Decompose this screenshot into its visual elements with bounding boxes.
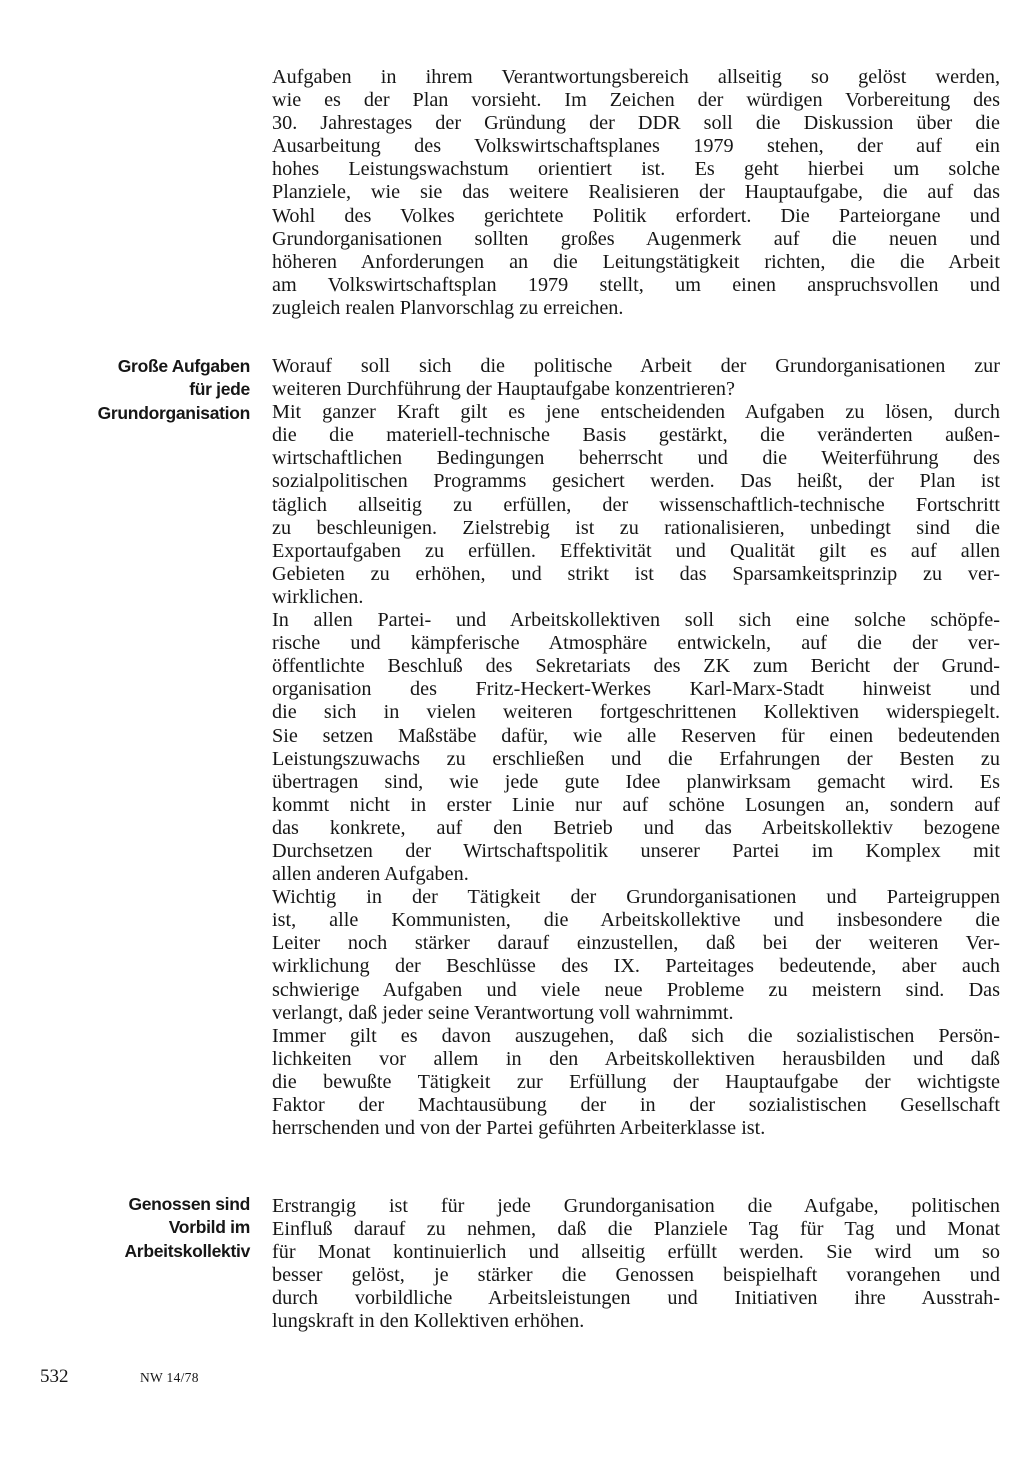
text-line: höheren Anforderungen an die Leitungstätigkeit richten, die die Arbeit: [272, 250, 1000, 273]
text-line: Erstrangig ist für jede Grundorganisation die Aufgabe, politischen: [272, 1195, 1000, 1217]
text-line: durch vorbildliche Arbeitsleistungen und Initiativen ihre Ausstrah-: [272, 1287, 1000, 1310]
text-line: organisation des Fritz-Heckert-Werkes Karl-Marx-Stadt hinweist und: [272, 678, 1000, 701]
text-line: 30. Jahrestages der Gründung der DDR soll die Diskussion über die: [272, 112, 1000, 135]
text-line: ist, alle Kommunisten, die Arbeitskollektive und insbesondere die: [272, 909, 1000, 932]
section-grosse-aufgaben: [272, 355, 1000, 1140]
text-line: am Volkswirtschaftsplan 1979 stellt, um einen anspruchsvollen und: [272, 273, 1000, 296]
text-line: Mit ganzer Kraft gilt es jene entscheidenden Aufgaben zu lösen, durch: [272, 401, 1000, 424]
text-line: für Monat kontinuierlich und allseitig erfüllt werden. Sie wird um so: [272, 1241, 1000, 1264]
page-number: 532: [40, 1366, 69, 1387]
paragraph: [272, 1195, 1000, 1334]
text-line: Einfluß darauf zu nehmen, daß die Planziele Tag für Tag und Monat: [272, 1218, 1000, 1241]
paragraph: [272, 1025, 1000, 1140]
heading-line: Genossen sind: [128, 1194, 250, 1214]
text-line: Exportaufgaben zu erfüllen. Effektivität und Qualität gilt es auf allen: [272, 539, 1000, 562]
text-line: Worauf soll sich die politische Arbeit der Grundorganisationen zur: [272, 355, 1000, 377]
text-line: die die materiell-technische Basis gestärkt, die veränderten außen-: [272, 424, 1000, 447]
text-line: besser gelöst, je stärker die Genossen beispielhaft vorangehen und: [272, 1264, 1000, 1287]
issue-reference: NW 14/78: [140, 1370, 199, 1385]
text-line: täglich allseitig zu erfüllen, der wissenschaftlich-technische Fortschritt: [272, 493, 1000, 516]
text-line: allen anderen Aufgaben.: [272, 863, 469, 886]
text-line: wie es der Plan vorsieht. Im Zeichen der würdigen Vorbereitung des: [272, 89, 1000, 112]
text-line: sozialpolitischen Programms gesichert werden. Das heißt, der Plan ist: [272, 470, 1000, 493]
paragraph: [272, 401, 1000, 609]
text-line: Grundorganisationen sollten großes Augenmerk auf die neuen und: [272, 227, 1000, 250]
text-line: zugleich realen Planvorschlag zu erreichen.: [272, 296, 624, 319]
text-line: die bewußte Tätigkeit zur Erfüllung der Hauptaufgabe der wichtigste: [272, 1070, 1000, 1093]
paragraph: [272, 355, 1000, 401]
intro-paragraph: [272, 66, 1000, 320]
text-line: Wichtig in der Tätigkeit der Grundorganisationen und Parteigruppen: [272, 886, 1000, 909]
text-line: Gebieten zu erhöhen, und strikt ist das Sparsamkeitsprinzip zu ver-: [272, 562, 1000, 585]
text-line: die sich in vielen weiteren fortgeschrittenen Kollektiven widerspiegelt.: [272, 701, 1000, 724]
heading-line: Große Aufgaben: [117, 356, 250, 376]
text-line: verlangt, daß jeder seine Verantwortung voll wahrnimmt.: [272, 1001, 734, 1024]
text-line: Faktor der Machtausübung der in der sozialistischen Gesellschaft: [272, 1094, 1000, 1116]
text-line: kommt nicht in erster Linie nur auf schöne Losungen an, sondern auf: [272, 793, 1000, 816]
text-line: Leiter noch stärker darauf einzustellen, daß bei der weiteren Ver-: [272, 932, 1000, 955]
text-line: rische und kämpferische Atmosphäre entwickeln, auf die der ver-: [272, 632, 1000, 655]
text-line: wirklichung der Beschlüsse des IX. Parteitages bedeutende, aber auch: [272, 955, 1000, 978]
text-line: Aufgaben in ihrem Verantwortungsbereich allseitig so gelöst werden,: [272, 66, 1000, 88]
text-line: das konkrete, auf den Betrieb und das Arbeitskollektiv bezogene: [272, 816, 1000, 839]
margin-heading-genossen-vorbild: [40, 1193, 250, 1263]
heading-line: Vorbild im: [168, 1217, 250, 1238]
text-line: lungskraft in den Kollektiven erhöhen.: [272, 1310, 585, 1333]
heading-line: für jede: [189, 379, 250, 400]
paragraph: [272, 66, 1000, 320]
text-line: Immer gilt es davon auszugehen, daß sich die sozialistischen Persön-: [272, 1024, 1000, 1047]
heading-line: Arbeitskollektiv: [124, 1240, 250, 1261]
heading-line: Grundorganisation: [97, 402, 250, 423]
text-line: lichkeiten vor allem in den Arbeitskollektiven herausbilden und daß: [272, 1047, 1000, 1070]
margin-heading-grosse-aufgaben: [40, 355, 250, 425]
text-line: öffentlichte Beschluß des Sekretariats des ZK zum Bericht der Grund-: [272, 655, 1000, 678]
text-line: weiteren Durchführung der Hauptaufgabe konzentrieren?: [272, 378, 735, 401]
paragraph: [272, 886, 1000, 1025]
text-line: Leistungszuwachs zu erschließen und die Erfahrungen der Besten zu: [272, 747, 1000, 770]
text-line: Planziele, wie sie das weitere Realisieren der Hauptaufgabe, die auf das: [272, 181, 1000, 204]
text-line: herrschenden und von der Partei geführten Arbeiterklasse ist.: [272, 1117, 766, 1140]
text-line: zu beschleunigen. Zielstrebig ist zu rationalisieren, unbedingt sind die: [272, 516, 1000, 539]
paragraph: [272, 609, 1000, 886]
text-line: wirtschaftlichen Bedingungen beherrscht und die Weiterführung des: [272, 447, 1000, 470]
text-line: In allen Partei- und Arbeitskollektiven soll sich eine solche schöpfe-: [272, 609, 1000, 632]
text-line: Sie setzen Maßstäbe dafür, wie alle Reserven für einen bedeutenden: [272, 724, 1000, 747]
text-line: Durchsetzen der Wirtschaftspolitik unserer Partei im Komplex mit: [272, 839, 1000, 862]
text-line: Wohl des Volkes gerichtete Politik erfordert. Die Parteiorgane und: [272, 204, 1000, 227]
text-line: hohes Leistungswachstum orientiert ist. Es geht hierbei um solche: [272, 158, 1000, 181]
text-line: schwierige Aufgaben und viele neue Probleme zu meistern sind. Das: [272, 978, 1000, 1001]
text-line: Ausarbeitung des Volkswirtschaftsplanes 1979 stehen, der auf ein: [272, 135, 1000, 158]
section-genossen-vorbild: [272, 1195, 1000, 1334]
text-line: übertragen sind, wie jede gute Idee planwirksam gemacht wird. Es: [272, 770, 1000, 793]
text-line: wirklichen.: [272, 585, 364, 608]
